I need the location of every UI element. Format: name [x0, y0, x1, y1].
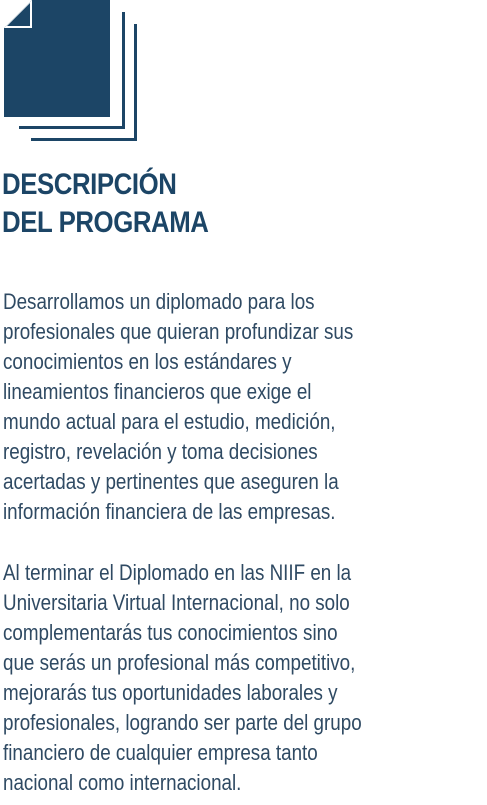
- text-line: mejorarás tus oportunidades laborales y: [3, 680, 338, 705]
- text-line: financiero de cualquier empresa tanto: [3, 740, 318, 765]
- title-line-2: DEL PROGRAMA: [2, 206, 209, 239]
- text-line: acertadas y pertinentes que aseguren la: [3, 469, 339, 494]
- text-line: profesionales que quieran profundizar sus: [3, 319, 354, 344]
- title-line-1: DESCRIPCIÓN: [2, 168, 177, 201]
- text-line: que serás un profesional más competitivo,: [3, 650, 356, 675]
- text-line: registro, revelación y toma decisiones: [3, 439, 318, 464]
- text-line: lineamientos financieros que exige el: [3, 379, 312, 404]
- text-line: nacional como internacional.: [3, 770, 242, 795]
- text-line: Universitaria Virtual Internacional, no solo: [3, 590, 350, 615]
- text-line: conocimientos en los estándares y: [3, 349, 292, 374]
- text-line: mundo actual para el estudio, medición,: [3, 409, 336, 434]
- document-stack-icon: [4, 0, 140, 144]
- text-line: profesionales, logrando ser parte del grupo: [3, 710, 362, 735]
- text-line: Al terminar el Diplomado en las NIIF en la: [3, 560, 352, 585]
- text-line: Desarrollamos un diplomado para los: [3, 289, 315, 314]
- description-paragraph-2: [3, 558, 482, 798]
- page-title: [2, 166, 209, 242]
- text-line: complementarás tus conocimientos sino: [3, 620, 338, 645]
- text-line: información financiera de las empresas.: [3, 499, 336, 524]
- description-paragraph-1: [3, 287, 482, 527]
